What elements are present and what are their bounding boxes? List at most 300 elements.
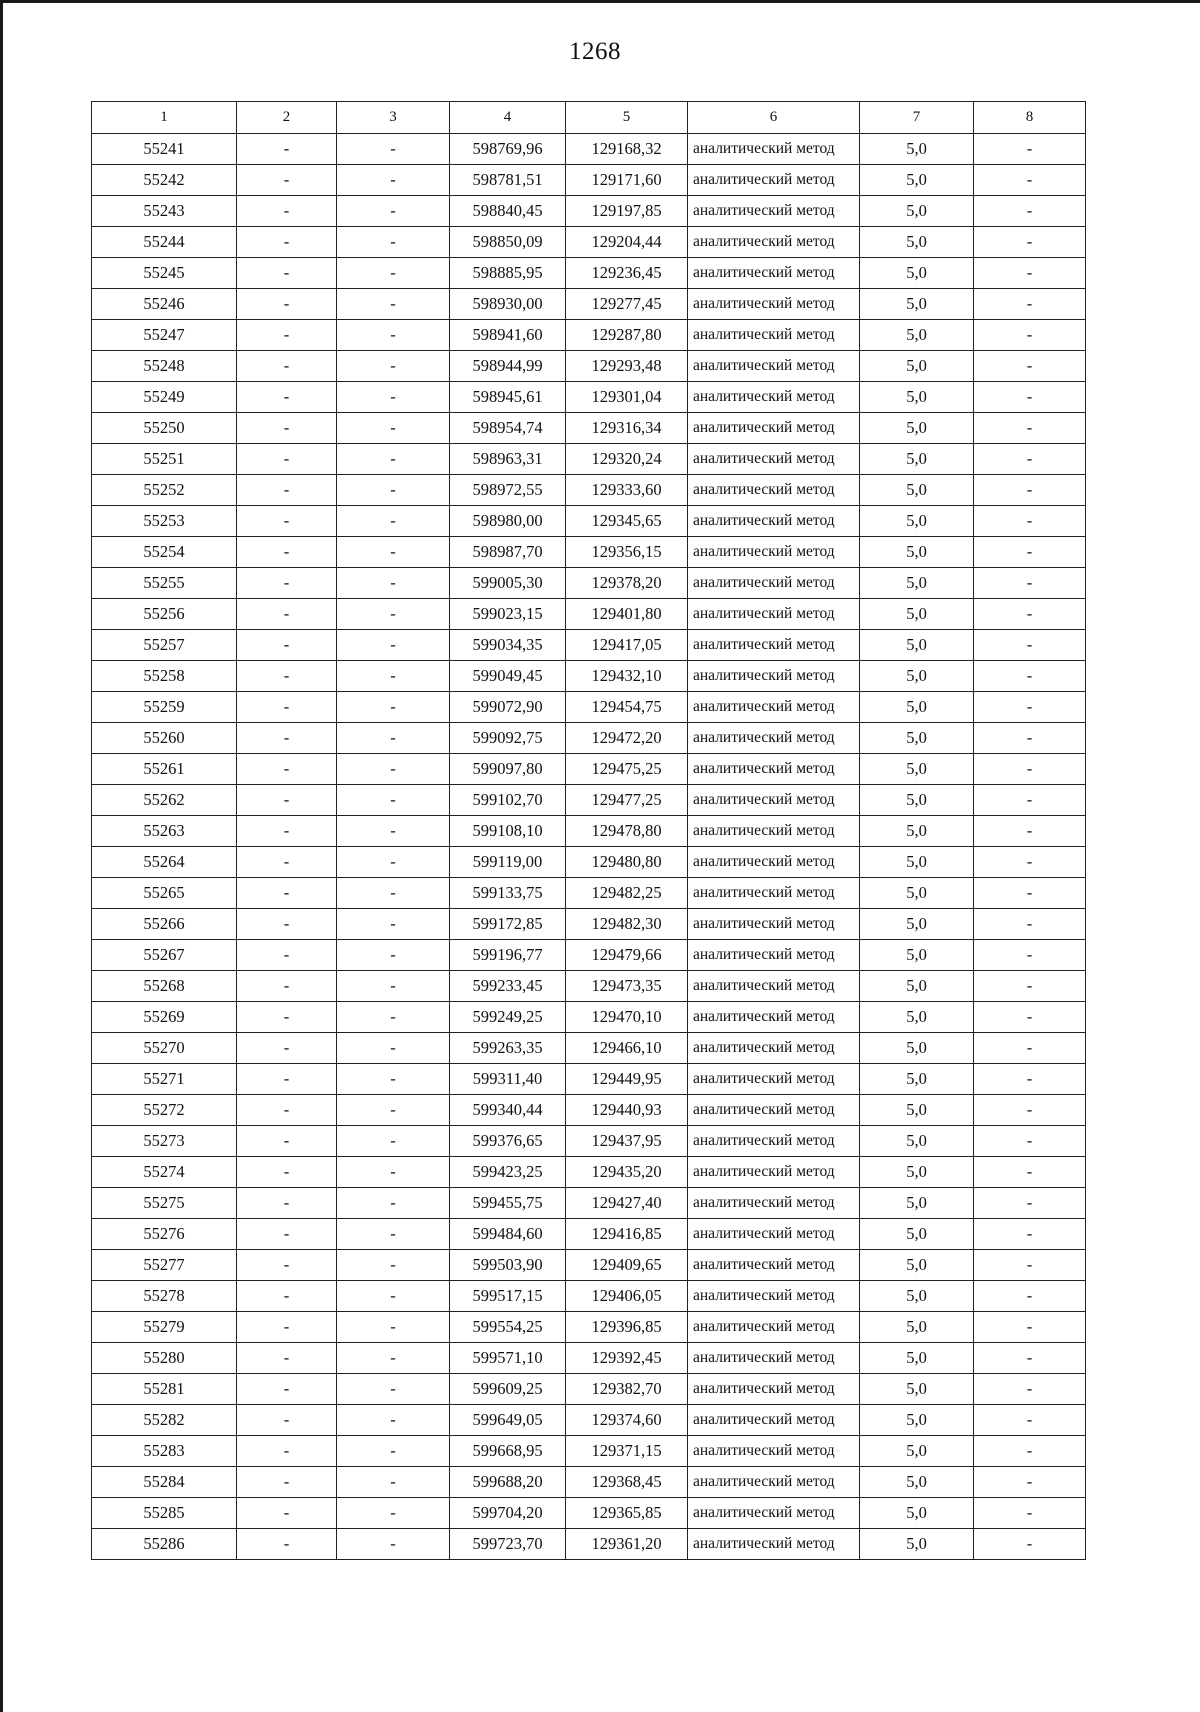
cell-col-3: - xyxy=(337,568,450,599)
cell-coord-x: 599571,10 xyxy=(450,1343,566,1374)
cell-method: аналитический метод xyxy=(688,568,860,599)
cell-col-2: - xyxy=(237,1467,337,1498)
cell-col-8: - xyxy=(974,1157,1086,1188)
table-row xyxy=(92,1312,1086,1343)
cell-point-number: 55286 xyxy=(92,1529,237,1560)
cell-col-3: - xyxy=(337,1312,450,1343)
cell-coord-x: 599688,20 xyxy=(450,1467,566,1498)
cell-coord-x: 599423,25 xyxy=(450,1157,566,1188)
cell-col-8: - xyxy=(974,1250,1086,1281)
cell-coord-y: 129293,48 xyxy=(566,351,688,382)
cell-col-8: - xyxy=(974,661,1086,692)
cell-method: аналитический метод xyxy=(688,1095,860,1126)
cell-coord-x: 599503,90 xyxy=(450,1250,566,1281)
table-row xyxy=(92,1033,1086,1064)
table-row xyxy=(92,785,1086,816)
cell-accuracy: 5,0 xyxy=(860,878,974,909)
cell-col-8: - xyxy=(974,1126,1086,1157)
cell-accuracy: 5,0 xyxy=(860,785,974,816)
cell-coord-x: 599455,75 xyxy=(450,1188,566,1219)
cell-accuracy: 5,0 xyxy=(860,1529,974,1560)
cell-method: аналитический метод xyxy=(688,754,860,785)
cell-method: аналитический метод xyxy=(688,134,860,165)
cell-accuracy: 5,0 xyxy=(860,289,974,320)
cell-col-2: - xyxy=(237,785,337,816)
cell-accuracy: 5,0 xyxy=(860,754,974,785)
cell-method: аналитический метод xyxy=(688,1436,860,1467)
cell-coord-y: 129416,85 xyxy=(566,1219,688,1250)
cell-coord-x: 598954,74 xyxy=(450,413,566,444)
table-row xyxy=(92,1064,1086,1095)
cell-method: аналитический метод xyxy=(688,1064,860,1095)
cell-col-2: - xyxy=(237,1343,337,1374)
cell-col-3: - xyxy=(337,506,450,537)
cell-point-number: 55265 xyxy=(92,878,237,909)
cell-col-2: - xyxy=(237,165,337,196)
cell-method: аналитический метод xyxy=(688,444,860,475)
cell-point-number: 55284 xyxy=(92,1467,237,1498)
cell-method: аналитический метод xyxy=(688,785,860,816)
cell-coord-y: 129333,60 xyxy=(566,475,688,506)
cell-col-2: - xyxy=(237,971,337,1002)
cell-coord-x: 599311,40 xyxy=(450,1064,566,1095)
cell-col-2: - xyxy=(237,1281,337,1312)
cell-coord-x: 598972,55 xyxy=(450,475,566,506)
table-row xyxy=(92,940,1086,971)
cell-col-3: - xyxy=(337,785,450,816)
cell-accuracy: 5,0 xyxy=(860,320,974,351)
table-row xyxy=(92,1529,1086,1560)
cell-coord-y: 129316,34 xyxy=(566,413,688,444)
cell-col-2: - xyxy=(237,320,337,351)
cell-coord-x: 599034,35 xyxy=(450,630,566,661)
cell-coord-x: 598944,99 xyxy=(450,351,566,382)
cell-coord-y: 129365,85 xyxy=(566,1498,688,1529)
cell-coord-x: 599092,75 xyxy=(450,723,566,754)
cell-col-8: - xyxy=(974,1529,1086,1560)
cell-point-number: 55282 xyxy=(92,1405,237,1436)
cell-col-2: - xyxy=(237,1033,337,1064)
cell-coord-x: 599649,05 xyxy=(450,1405,566,1436)
cell-col-2: - xyxy=(237,1126,337,1157)
cell-accuracy: 5,0 xyxy=(860,1188,974,1219)
cell-col-2: - xyxy=(237,382,337,413)
table-row xyxy=(92,661,1086,692)
cell-point-number: 55260 xyxy=(92,723,237,754)
cell-accuracy: 5,0 xyxy=(860,1064,974,1095)
cell-col-8: - xyxy=(974,754,1086,785)
cell-col-8: - xyxy=(974,258,1086,289)
cell-col-8: - xyxy=(974,444,1086,475)
cell-col-2: - xyxy=(237,227,337,258)
cell-col-2: - xyxy=(237,1312,337,1343)
cell-accuracy: 5,0 xyxy=(860,475,974,506)
cell-point-number: 55248 xyxy=(92,351,237,382)
cell-coord-y: 129454,75 xyxy=(566,692,688,723)
cell-col-3: - xyxy=(337,351,450,382)
table-row xyxy=(92,258,1086,289)
cell-col-3: - xyxy=(337,1281,450,1312)
cell-point-number: 55278 xyxy=(92,1281,237,1312)
cell-accuracy: 5,0 xyxy=(860,1095,974,1126)
cell-point-number: 55275 xyxy=(92,1188,237,1219)
cell-method: аналитический метод xyxy=(688,289,860,320)
cell-accuracy: 5,0 xyxy=(860,227,974,258)
cell-coord-x: 599049,45 xyxy=(450,661,566,692)
cell-coord-y: 129432,10 xyxy=(566,661,688,692)
cell-method: аналитический метод xyxy=(688,599,860,630)
cell-accuracy: 5,0 xyxy=(860,1281,974,1312)
cell-col-3: - xyxy=(337,537,450,568)
cell-point-number: 55250 xyxy=(92,413,237,444)
cell-col-8: - xyxy=(974,568,1086,599)
cell-col-2: - xyxy=(237,258,337,289)
cell-coord-y: 129368,45 xyxy=(566,1467,688,1498)
cell-col-2: - xyxy=(237,754,337,785)
cell-coord-x: 599723,70 xyxy=(450,1529,566,1560)
table-row xyxy=(92,1343,1086,1374)
cell-point-number: 55274 xyxy=(92,1157,237,1188)
cell-col-3: - xyxy=(337,1498,450,1529)
cell-accuracy: 5,0 xyxy=(860,134,974,165)
cell-method: аналитический метод xyxy=(688,1405,860,1436)
cell-point-number: 55276 xyxy=(92,1219,237,1250)
cell-method: аналитический метод xyxy=(688,1188,860,1219)
cell-coord-y: 129406,05 xyxy=(566,1281,688,1312)
cell-coord-y: 129482,25 xyxy=(566,878,688,909)
cell-point-number: 55261 xyxy=(92,754,237,785)
cell-coord-y: 129301,04 xyxy=(566,382,688,413)
cell-method: аналитический метод xyxy=(688,1343,860,1374)
cell-accuracy: 5,0 xyxy=(860,723,974,754)
cell-coord-x: 598945,61 xyxy=(450,382,566,413)
cell-coord-y: 129396,85 xyxy=(566,1312,688,1343)
table-row xyxy=(92,1374,1086,1405)
cell-accuracy: 5,0 xyxy=(860,1219,974,1250)
cell-coord-x: 598941,60 xyxy=(450,320,566,351)
cell-coord-x: 598840,45 xyxy=(450,196,566,227)
table-row xyxy=(92,1095,1086,1126)
cell-coord-y: 129382,70 xyxy=(566,1374,688,1405)
cell-col-3: - xyxy=(337,909,450,940)
table-row xyxy=(92,227,1086,258)
cell-accuracy: 5,0 xyxy=(860,847,974,878)
cell-point-number: 55243 xyxy=(92,196,237,227)
cell-method: аналитический метод xyxy=(688,1498,860,1529)
cell-point-number: 55249 xyxy=(92,382,237,413)
cell-col-2: - xyxy=(237,630,337,661)
cell-col-8: - xyxy=(974,1219,1086,1250)
cell-col-3: - xyxy=(337,1095,450,1126)
cell-coord-y: 129440,93 xyxy=(566,1095,688,1126)
cell-col-2: - xyxy=(237,661,337,692)
cell-coord-x: 598850,09 xyxy=(450,227,566,258)
cell-method: аналитический метод xyxy=(688,723,860,754)
cell-point-number: 55285 xyxy=(92,1498,237,1529)
cell-accuracy: 5,0 xyxy=(860,816,974,847)
cell-coord-x: 599108,10 xyxy=(450,816,566,847)
cell-method: аналитический метод xyxy=(688,1529,860,1560)
cell-col-3: - xyxy=(337,1219,450,1250)
cell-coord-y: 129472,20 xyxy=(566,723,688,754)
cell-method: аналитический метод xyxy=(688,630,860,661)
cell-col-2: - xyxy=(237,1095,337,1126)
table-row xyxy=(92,1126,1086,1157)
cell-method: аналитический метод xyxy=(688,878,860,909)
table-row xyxy=(92,630,1086,661)
cell-coord-x: 599119,00 xyxy=(450,847,566,878)
cell-accuracy: 5,0 xyxy=(860,1467,974,1498)
header-cell-4: 4 xyxy=(450,102,566,134)
cell-col-8: - xyxy=(974,1064,1086,1095)
cell-point-number: 55244 xyxy=(92,227,237,258)
cell-col-8: - xyxy=(974,785,1086,816)
cell-coord-x: 599005,30 xyxy=(450,568,566,599)
table-row xyxy=(92,1219,1086,1250)
cell-accuracy: 5,0 xyxy=(860,1405,974,1436)
cell-accuracy: 5,0 xyxy=(860,1312,974,1343)
cell-coord-y: 129197,85 xyxy=(566,196,688,227)
cell-point-number: 55263 xyxy=(92,816,237,847)
table-header xyxy=(92,102,1086,134)
cell-method: аналитический метод xyxy=(688,1281,860,1312)
cell-col-2: - xyxy=(237,816,337,847)
cell-coord-y: 129437,95 xyxy=(566,1126,688,1157)
table-row xyxy=(92,1436,1086,1467)
cell-col-8: - xyxy=(974,227,1086,258)
cell-method: аналитический метод xyxy=(688,1002,860,1033)
cell-col-3: - xyxy=(337,1529,450,1560)
table-body xyxy=(92,134,1086,1560)
cell-col-3: - xyxy=(337,165,450,196)
cell-coord-x: 599072,90 xyxy=(450,692,566,723)
cell-col-8: - xyxy=(974,1405,1086,1436)
cell-col-3: - xyxy=(337,971,450,1002)
cell-col-3: - xyxy=(337,847,450,878)
cell-col-2: - xyxy=(237,444,337,475)
cell-coord-y: 129320,24 xyxy=(566,444,688,475)
cell-method: аналитический метод xyxy=(688,506,860,537)
cell-col-8: - xyxy=(974,1033,1086,1064)
cell-coord-x: 598885,95 xyxy=(450,258,566,289)
cell-method: аналитический метод xyxy=(688,1033,860,1064)
cell-coord-y: 129392,45 xyxy=(566,1343,688,1374)
cell-col-8: - xyxy=(974,165,1086,196)
cell-col-3: - xyxy=(337,1405,450,1436)
table-row xyxy=(92,537,1086,568)
cell-point-number: 55277 xyxy=(92,1250,237,1281)
cell-col-8: - xyxy=(974,382,1086,413)
cell-coord-y: 129371,15 xyxy=(566,1436,688,1467)
cell-col-8: - xyxy=(974,971,1086,1002)
table-row xyxy=(92,382,1086,413)
cell-coord-x: 599517,15 xyxy=(450,1281,566,1312)
cell-coord-x: 599484,60 xyxy=(450,1219,566,1250)
header-cell-5: 5 xyxy=(566,102,688,134)
cell-col-8: - xyxy=(974,692,1086,723)
cell-point-number: 55258 xyxy=(92,661,237,692)
cell-point-number: 55262 xyxy=(92,785,237,816)
cell-point-number: 55280 xyxy=(92,1343,237,1374)
cell-col-3: - xyxy=(337,878,450,909)
cell-point-number: 55245 xyxy=(92,258,237,289)
cell-point-number: 55273 xyxy=(92,1126,237,1157)
table-row xyxy=(92,475,1086,506)
cell-coord-y: 129482,30 xyxy=(566,909,688,940)
table-row xyxy=(92,1188,1086,1219)
cell-coord-y: 129449,95 xyxy=(566,1064,688,1095)
cell-coord-x: 598987,70 xyxy=(450,537,566,568)
cell-col-8: - xyxy=(974,413,1086,444)
cell-col-3: - xyxy=(337,723,450,754)
cell-accuracy: 5,0 xyxy=(860,165,974,196)
cell-coord-x: 599263,35 xyxy=(450,1033,566,1064)
table-row xyxy=(92,320,1086,351)
header-cell-8: 8 xyxy=(974,102,1086,134)
cell-accuracy: 5,0 xyxy=(860,196,974,227)
cell-method: аналитический метод xyxy=(688,165,860,196)
cell-coord-y: 129277,45 xyxy=(566,289,688,320)
cell-col-2: - xyxy=(237,723,337,754)
table-row xyxy=(92,444,1086,475)
table-row xyxy=(92,289,1086,320)
cell-col-3: - xyxy=(337,940,450,971)
cell-point-number: 55255 xyxy=(92,568,237,599)
table-row xyxy=(92,692,1086,723)
cell-accuracy: 5,0 xyxy=(860,351,974,382)
cell-col-3: - xyxy=(337,816,450,847)
cell-col-2: - xyxy=(237,1157,337,1188)
cell-accuracy: 5,0 xyxy=(860,971,974,1002)
cell-coord-x: 598781,51 xyxy=(450,165,566,196)
cell-method: аналитический метод xyxy=(688,227,860,258)
cell-col-2: - xyxy=(237,506,337,537)
cell-method: аналитический метод xyxy=(688,475,860,506)
cell-method: аналитический метод xyxy=(688,382,860,413)
cell-col-2: - xyxy=(237,568,337,599)
header-cell-6: 6 xyxy=(688,102,860,134)
cell-accuracy: 5,0 xyxy=(860,692,974,723)
table-row xyxy=(92,196,1086,227)
cell-method: аналитический метод xyxy=(688,1126,860,1157)
table-row xyxy=(92,723,1086,754)
cell-point-number: 55251 xyxy=(92,444,237,475)
cell-coord-x: 599249,25 xyxy=(450,1002,566,1033)
cell-coord-y: 129417,05 xyxy=(566,630,688,661)
cell-accuracy: 5,0 xyxy=(860,1250,974,1281)
cell-accuracy: 5,0 xyxy=(860,258,974,289)
cell-accuracy: 5,0 xyxy=(860,382,974,413)
cell-point-number: 55253 xyxy=(92,506,237,537)
cell-col-2: - xyxy=(237,289,337,320)
table-row xyxy=(92,971,1086,1002)
cell-point-number: 55281 xyxy=(92,1374,237,1405)
table-row xyxy=(92,1002,1086,1033)
cell-coord-x: 599102,70 xyxy=(450,785,566,816)
cell-point-number: 55259 xyxy=(92,692,237,723)
cell-coord-y: 129475,25 xyxy=(566,754,688,785)
cell-col-8: - xyxy=(974,134,1086,165)
cell-coord-x: 598980,00 xyxy=(450,506,566,537)
table-row xyxy=(92,847,1086,878)
cell-accuracy: 5,0 xyxy=(860,568,974,599)
table-row xyxy=(92,909,1086,940)
cell-col-8: - xyxy=(974,816,1086,847)
cell-coord-y: 129473,35 xyxy=(566,971,688,1002)
header-row xyxy=(92,102,1086,134)
header-cell-1: 1 xyxy=(92,102,237,134)
cell-point-number: 55266 xyxy=(92,909,237,940)
cell-method: аналитический метод xyxy=(688,816,860,847)
cell-method: аналитический метод xyxy=(688,971,860,1002)
cell-coord-x: 598930,00 xyxy=(450,289,566,320)
cell-method: аналитический метод xyxy=(688,196,860,227)
cell-method: аналитический метод xyxy=(688,909,860,940)
cell-col-2: - xyxy=(237,909,337,940)
table-row xyxy=(92,506,1086,537)
cell-coord-x: 599097,80 xyxy=(450,754,566,785)
table-row xyxy=(92,165,1086,196)
cell-method: аналитический метод xyxy=(688,847,860,878)
cell-col-2: - xyxy=(237,847,337,878)
cell-point-number: 55242 xyxy=(92,165,237,196)
cell-col-3: - xyxy=(337,475,450,506)
cell-coord-x: 599668,95 xyxy=(450,1436,566,1467)
cell-accuracy: 5,0 xyxy=(860,661,974,692)
cell-coord-y: 129478,80 xyxy=(566,816,688,847)
table-row xyxy=(92,413,1086,444)
cell-col-8: - xyxy=(974,1002,1086,1033)
cell-col-3: - xyxy=(337,289,450,320)
cell-col-3: - xyxy=(337,1343,450,1374)
cell-coord-x: 599172,85 xyxy=(450,909,566,940)
cell-coord-x: 599340,44 xyxy=(450,1095,566,1126)
table-row xyxy=(92,1157,1086,1188)
cell-col-3: - xyxy=(337,320,450,351)
cell-coord-y: 129204,44 xyxy=(566,227,688,258)
cell-col-2: - xyxy=(237,413,337,444)
cell-col-8: - xyxy=(974,1436,1086,1467)
cell-accuracy: 5,0 xyxy=(860,630,974,661)
cell-accuracy: 5,0 xyxy=(860,1498,974,1529)
cell-coord-x: 599554,25 xyxy=(450,1312,566,1343)
cell-point-number: 55254 xyxy=(92,537,237,568)
cell-col-8: - xyxy=(974,475,1086,506)
cell-col-3: - xyxy=(337,1374,450,1405)
cell-coord-x: 598963,31 xyxy=(450,444,566,475)
cell-coord-y: 129361,20 xyxy=(566,1529,688,1560)
cell-accuracy: 5,0 xyxy=(860,537,974,568)
cell-method: аналитический метод xyxy=(688,351,860,382)
table-row xyxy=(92,1467,1086,1498)
cell-coord-y: 129409,65 xyxy=(566,1250,688,1281)
cell-col-2: - xyxy=(237,537,337,568)
header-cell-2: 2 xyxy=(237,102,337,134)
cell-point-number: 55256 xyxy=(92,599,237,630)
cell-col-3: - xyxy=(337,1436,450,1467)
cell-point-number: 55252 xyxy=(92,475,237,506)
cell-col-8: - xyxy=(974,1312,1086,1343)
cell-col-2: - xyxy=(237,1405,337,1436)
cell-method: аналитический метод xyxy=(688,1312,860,1343)
cell-col-8: - xyxy=(974,1188,1086,1219)
cell-col-3: - xyxy=(337,1250,450,1281)
cell-point-number: 55246 xyxy=(92,289,237,320)
cell-method: аналитический метод xyxy=(688,320,860,351)
cell-accuracy: 5,0 xyxy=(860,1157,974,1188)
cell-col-2: - xyxy=(237,940,337,971)
cell-accuracy: 5,0 xyxy=(860,1126,974,1157)
